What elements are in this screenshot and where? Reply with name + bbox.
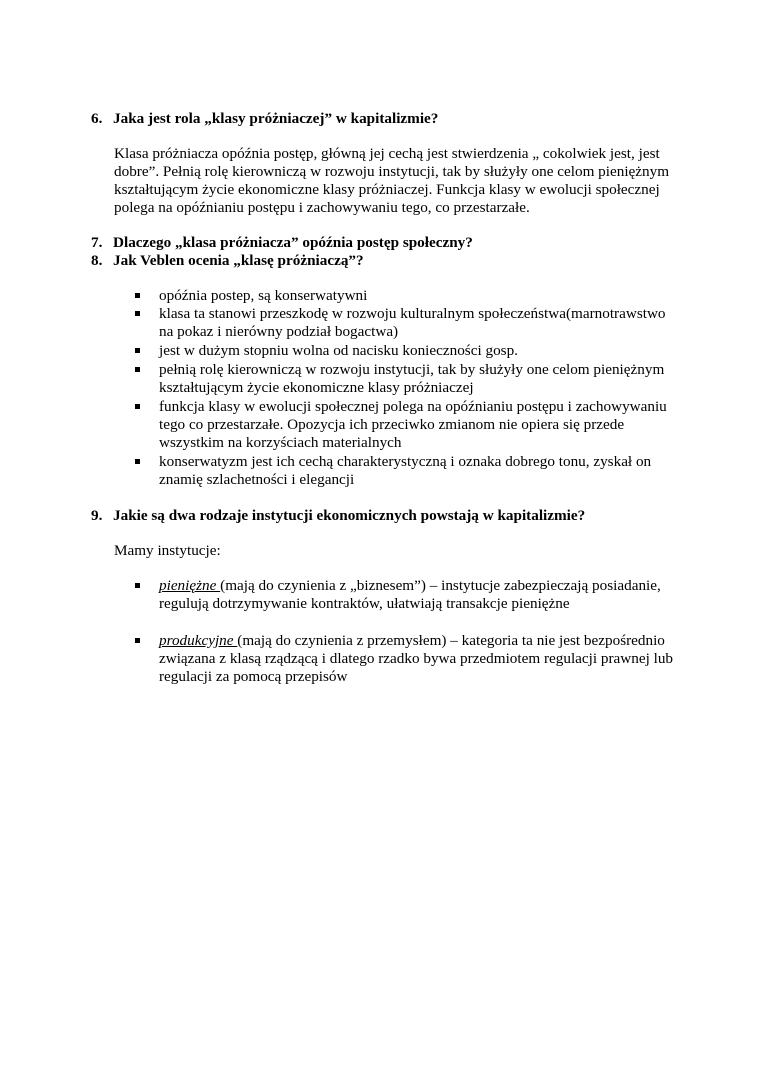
term-description: (mają do czynienia z przemysłem) – kategoria ta nie jest bezpośrednio związana z klasą rządzącą i dlatego rzadko bywa przedmiotem regulacji prawnej lub regulacji za pomocą przepisów: [159, 632, 674, 685]
list-item-text: klasa ta stanowi przeszkodę w rozwoju kulturalnym społeczeństwa(marnotrawstwo na pokaz i nierówny podział bogactwa): [159, 305, 666, 340]
list-item-text: opóźnia postep, są konserwatywni: [159, 287, 368, 304]
bullet-icon: [135, 638, 140, 643]
list-item-text: [159, 577, 675, 613]
list-item: [135, 342, 675, 360]
question-number: 7.: [91, 234, 103, 251]
question-9: [91, 507, 585, 525]
term-text: produkcyjne: [159, 632, 238, 649]
list-item: [135, 398, 675, 452]
answer-6: Klasa próżniacza opóźnia postęp, główną jej cechą jest stwierdzenia „ cokolwiek jest, jest dobre”. Pełnią rolę kierowniczą w rozwoju instytucji, tak by służyły one celom pieniężnym kształtującym życie ekonomiczne klasy próżniaczej. Funkcja klasy w ewolucji społecznej polega na opóźnianiu postępu i zachowywaniu tego, co przestarzałe.: [114, 145, 670, 216]
question-text: Jak Veblen ocenia „klasę próżniaczą”?: [113, 252, 364, 269]
bullet-icon: [135, 459, 140, 464]
term-text: pieniężne: [159, 577, 221, 594]
list-item: [135, 305, 675, 341]
list-item: [135, 287, 675, 305]
bullet-icon: [135, 348, 140, 353]
list-item-text: jest w dużym stopniu wolna od nacisku konieczności gosp.: [159, 342, 518, 359]
intro-text: Mamy instytucje:: [114, 542, 221, 559]
question-number: 6.: [91, 110, 103, 127]
question-8: [91, 252, 364, 270]
question-6: [91, 110, 438, 128]
question-text: Jakie są dwa rodzaje instytucji ekonomicznych powstają w kapitalizmie?: [113, 507, 586, 524]
bullet-icon: [135, 404, 140, 409]
list-item: [135, 577, 675, 613]
list-item-text: konserwatyzm jest ich cechą charakterystyczną i oznaka dobrego tonu, zyskał on znamię szlachetności i elegancji: [159, 453, 652, 488]
list-item: [135, 453, 675, 489]
bullet-icon: [135, 583, 140, 588]
list-item-text: [159, 632, 675, 686]
term-description: (mają do czynienia z „biznesem”) – instytucje zabezpieczają posiadanie, regulują dotrzymywanie kontraktów, ułatwiają transakcje pieniężne: [159, 577, 661, 612]
bullet-icon: [135, 367, 140, 372]
question-number: 8.: [91, 252, 103, 269]
question-text: Jaka jest rola „klasy próżniaczej” w kapitalizmie?: [113, 110, 439, 127]
list-item: [135, 361, 675, 397]
list-item: [135, 632, 675, 686]
question-text: Dlaczego „klasa próżniacza” opóźnia postęp społeczny?: [113, 234, 473, 251]
bullet-icon: [135, 311, 140, 316]
question-7: [91, 234, 473, 252]
list-item-text: pełnią rolę kierowniczą w rozwoju instytucji, tak by służyły one celom pieniężnym kształtującym życie ekonomiczne klasy próżniaczej: [159, 361, 665, 396]
list-item-text: funkcja klasy w ewolucji społecznej polega na opóźnianiu postępu i zachowywaniu tego co przestarzałe. Opozycja ich przeciwko zmianom nie opiera się przede wszystkim na korzyściach materialnych: [159, 398, 667, 451]
question-number: 9.: [91, 507, 103, 524]
bullet-icon: [135, 293, 140, 298]
